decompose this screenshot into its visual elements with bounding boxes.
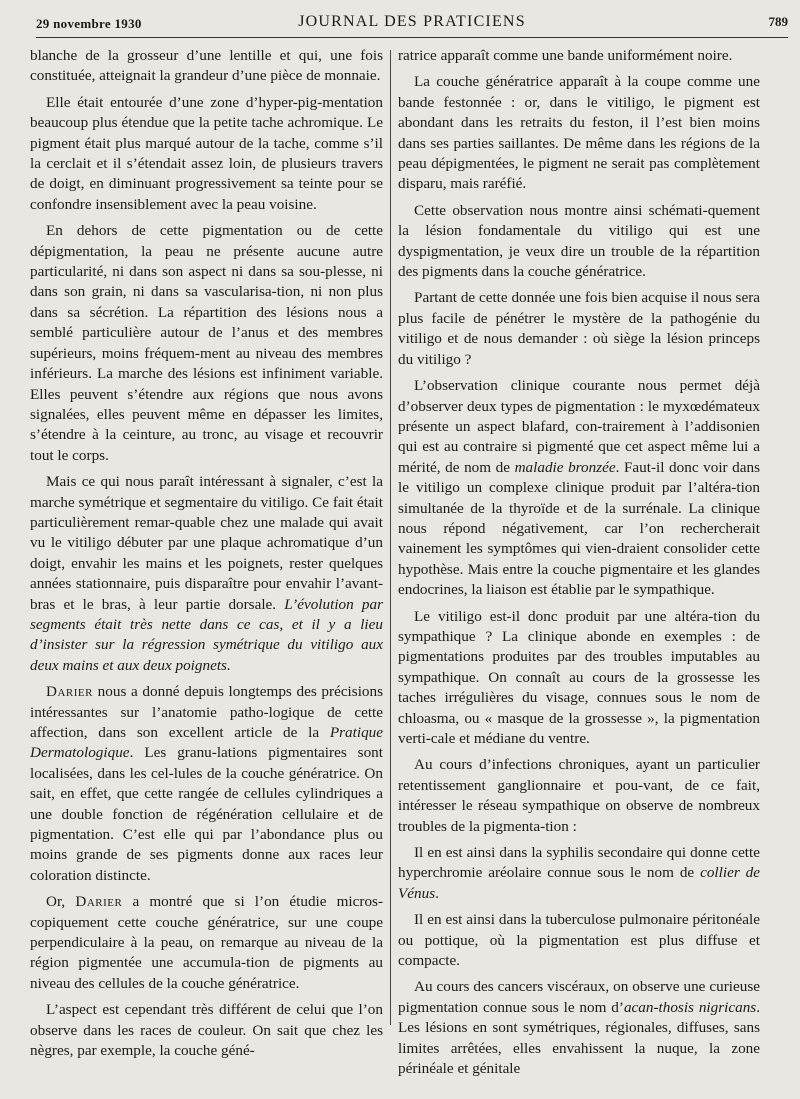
italic-text: L’évolution par segments était très nette dans ce cas, et il y a lieu d’insister sur la régression symétrique du vitiligo aux deux mains et aux deux poignets.	[30, 595, 383, 674]
header-rule	[36, 37, 788, 38]
column-divider	[390, 50, 391, 1025]
paragraph: La couche génératrice apparaît à la coupe comme une bande festonnée : or, dans le vitiligo, le pigment est abondant dans les retraits du feston, il l’est bien moins dans ses parties saillantes. De même dans les régions de la peau dépigmentées, le pigment ne serait pas complètement disparu, mais raréfié.	[398, 73, 760, 193]
paragraph: blanche de la grosseur d’une lentille et qui, une fois constituée, atteignait la grandeur d’une pièce de monnaie.	[30, 47, 383, 85]
italic-text: Pratique Dermatologique	[30, 724, 384, 762]
italic-text: acan-thosis nigricans	[623, 998, 757, 1016]
paragraph-text: Il en est ainsi dans la syphilis secondaire qui donne cette hyperchromie aréolaire connue sous le nom de	[398, 844, 760, 882]
paragraph: En dehors de cette pigmentation ou de cette dépigmentation, la peau ne présente aucune autre particularité, ni dans son aspect ni dans sa sou-plesse, ni dans son grain, ni dans sa vascularisa-tion, ni non plus dans sa sécrétion. La répartition des lésions nous a semblé particulière autour de l’anus et des membres supérieurs, moins fréquem-ment au niveau des membres inférieurs. La marche des lésions est infiniment variable. Elles peuvent s’étendre aux régions que nous avons signalées, elles peuvent même en dépasser les limites, s’étendre à la ceinture, au tronc, au visage et recouvrir tout le corps.	[30, 222, 383, 464]
paragraph	[30, 892, 383, 994]
paragraph	[30, 682, 383, 886]
author-name: Darier	[46, 683, 93, 701]
paragraph: Cette observation nous montre ainsi schémati-quement la lésion fondamentale du vitiligo qui est une dyspigmentation, je veux dire un trouble de la répartition des pigments dans la couche génératrice.	[398, 201, 760, 281]
paragraph-text: . Faut-il donc voir dans le vitiligo un complexe clinique produit par l’altéra-tion simultanée de la thyroïde et de la surrénale. La clinique nous répond négativement, car l’on rechercherait vainement les symptômes qui vien-draient consolider cette hypothèse. Mais entre la couche pigmentaire et les glandes endocrines, la liaison est établie par le sympathique.	[398, 458, 761, 599]
italic-text: maladie bronzée	[514, 458, 616, 476]
paragraph: ratrice apparaît comme une bande uniformément noire.	[398, 47, 733, 64]
paragraph-text: Mais ce qui nous paraît intéressant à signaler, c’est la marche symétrique et segmentaire du vitiligo. Ce fait était particulièrement remar-quable chez une malade qui avait vu le vitiligo débuter par une plaque achromatique d’un doigt, envahir les mains et les poignets, rester quelques années stationnaire, puis disparaître pour envahir l’avant-bras et le bras, à leur partie dorsale.	[30, 473, 383, 613]
paragraph	[30, 472, 383, 676]
paragraph-text: Or,	[46, 893, 66, 911]
paragraph	[398, 843, 760, 904]
paragraph-text: L’observation clinique courante nous permet déjà d’observer deux types de pigmentation : le myxœdémateux présente un aspect blafard, con-trairement à l’addisonien qui est au contraire si pigmenté que cet aspect même lui a mérité, de nom de	[398, 377, 760, 476]
issue-date: 29 novembre 1930	[36, 16, 142, 31]
paragraph-text: . Les granu-lations pigmentaires sont localisées, dans les cel-lules de la couche génératrice. On sait, en effet, que cette rangée de cellules cylindriques a une double fonction de régénération cellulaire et de pigmentation. C’est elle qui par l’abondance plus ou moins grande de ses pigments donne aux races leur coloration distincte.	[30, 744, 383, 884]
paragraph: Au cours d’infections chroniques, ayant un particulier retentissement ganglionnaire et pou-vant, de ce fait, intéresser le réseau sympathique on observe de nombreux troubles de la pigmenta-tion :	[398, 756, 760, 835]
paragraph-text: nous a donné depuis longtemps des précisions intéressantes sur l’anatomie patho-logique de cette affection, dans son excellent article de la	[30, 683, 384, 741]
paragraph-text: Au cours des cancers viscéraux, on observe une curieuse pigmentation connue sous le nom d’	[398, 978, 760, 1016]
italic-text: collier de Vénus	[398, 864, 760, 902]
page-header	[36, 10, 788, 36]
paragraph-text: . Les lésions en sont symétriques, régionales, diffuses, sans limites arrêtées, elles envahissent la nuque, la zone périnéale et génitale	[398, 998, 760, 1078]
paragraph: Elle était entourée d’une zone d’hyper-pig-mentation beaucoup plus étendue que la petite tache achromique. Le pigment était plus marqué autour de la tache, comme s’il la cerclait et il s’étendait assez loin, de plusieurs travers de doigt, en diminuant progressivement sa teinte pour se confondre insensiblement avec la peau voisine.	[30, 93, 383, 213]
right-column	[398, 46, 761, 1078]
paragraph: Le vitiligo est-il donc produit par une altéra-tion du sympathique ? La clinique abonde en exemples : de pigmentations produites par des troubles imputables au sympathique. On connaît au cours de la grossesse les taches irrégulières du visage, connues sous le nom de chloasma, ou « masque de la grossesse », la pigmentation verti-cale et médiane du ventre.	[398, 607, 760, 747]
author-name: Darier	[75, 893, 123, 911]
paragraph-text: a montré que si l’on étudie micros-copiquement cette couche génératrice, sur une coupe perpendiculaire à la peau, on remarque au niveau de la région pigmentée une accumula-tion de pigments au niveau des cellules de la couche génératrice.	[30, 893, 384, 992]
paragraph: Partant de cette donnée une fois bien acquise il nous sera plus facile de pénétrer le mystère de la pathogénie du vitiligo et de nous demander : où siège la lésion princeps du vitiligo ?	[398, 289, 760, 368]
paragraph: Il en est ainsi dans la tuberculose pulmonaire péritonéale ou pottique, où la pigmentation est plus diffuse et compacte.	[398, 911, 760, 970]
paragraph	[398, 977, 760, 1079]
paragraph: L’aspect est cependant très différent de celui que l’on observe dans les races de couleur. On sait que chez les nègres, par exemple, la couche géné-	[30, 1001, 383, 1060]
page-number: 789	[768, 14, 788, 29]
left-column	[30, 46, 384, 1060]
paragraph	[398, 376, 760, 600]
journal-title: JOURNAL DES PRATICIENS	[298, 13, 526, 30]
paragraph-text: .	[435, 884, 439, 902]
